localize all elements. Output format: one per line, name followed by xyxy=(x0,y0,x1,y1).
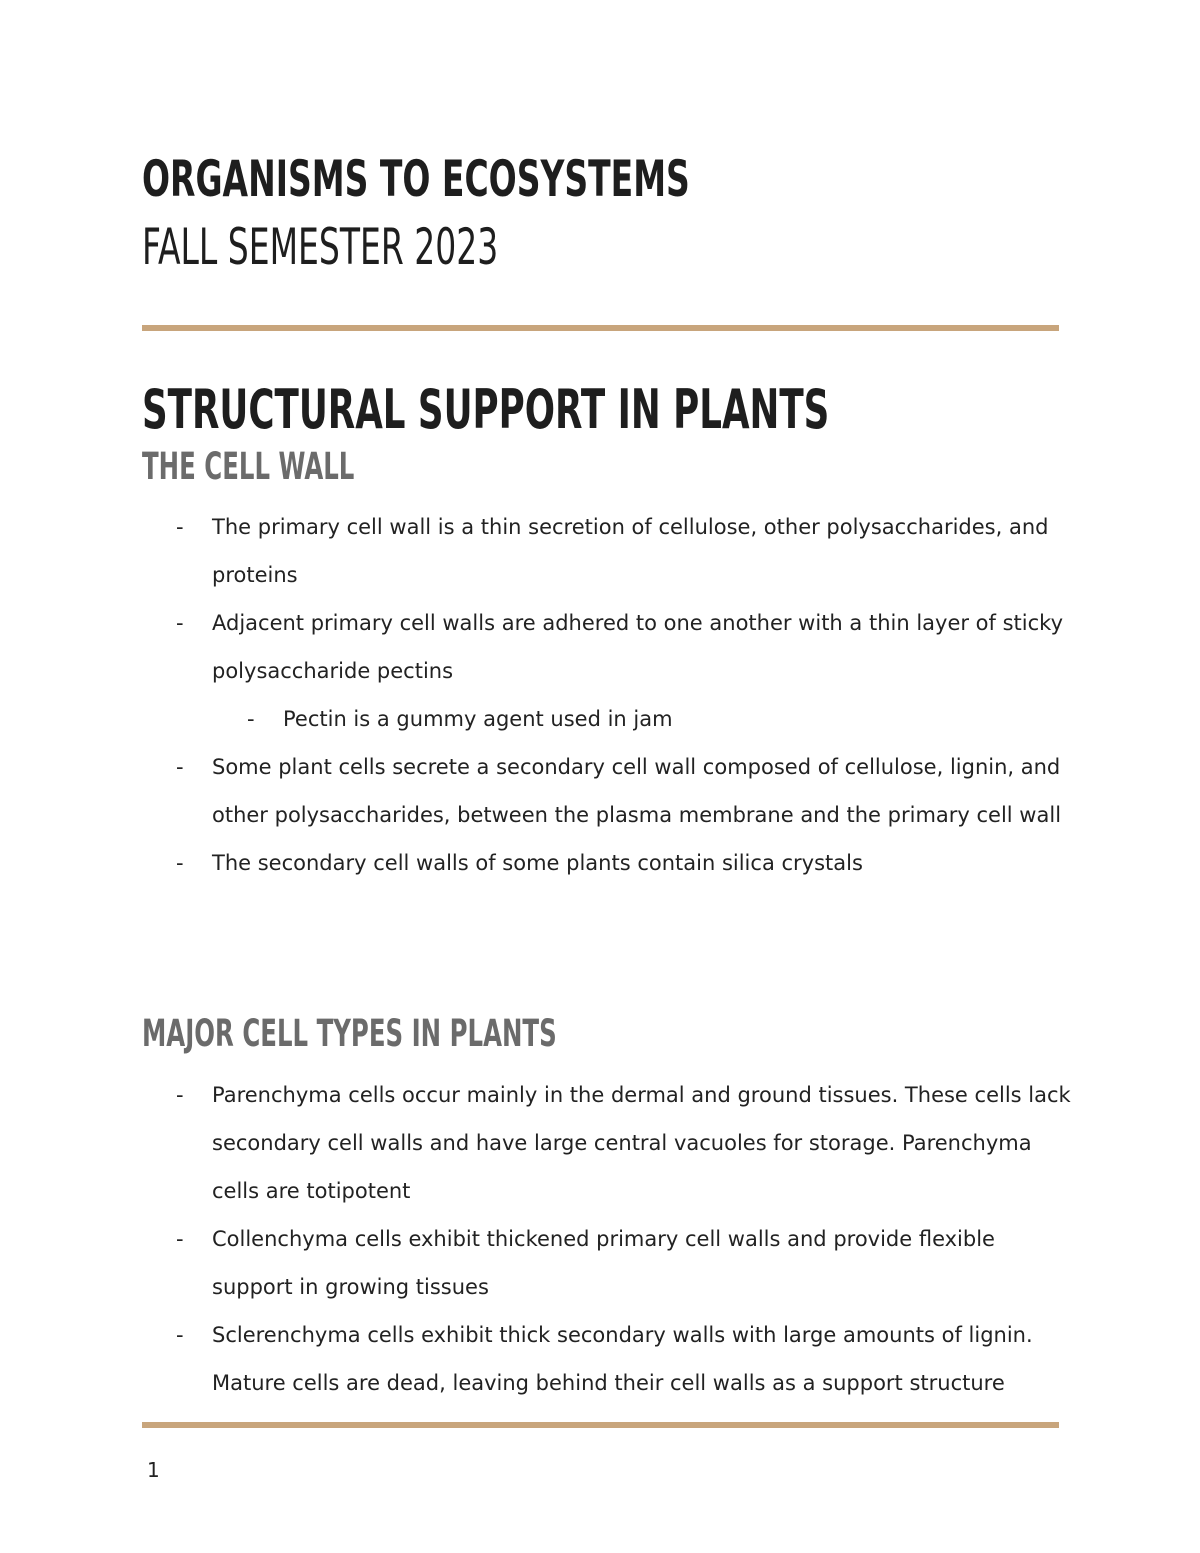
bullet-dash: - xyxy=(176,1227,184,1251)
list-item xyxy=(142,743,1072,839)
section-heading: STRUCTURAL SUPPORT IN PLANTS xyxy=(142,378,830,441)
list-item-text: Parenchyma cells occur mainly in the dermal and ground tissues. These cells lack secondary cell walls and have large central vacuoles for storage. Parenchyma cells are totipotent xyxy=(212,1083,1071,1203)
list-item xyxy=(142,1215,1072,1311)
subsection-heading-cell-types: MAJOR CELL TYPES IN PLANTS xyxy=(142,1012,557,1055)
list-item-nested xyxy=(142,695,1072,743)
list-item xyxy=(142,599,1072,695)
footer-divider xyxy=(142,1422,1059,1428)
bullet-dash: - xyxy=(176,1083,184,1107)
page-number: 1 xyxy=(147,1458,160,1482)
list-item-text: Sclerenchyma cells exhibit thick secondary walls with large amounts of lignin. Mature cells are dead, leaving behind their cell walls as a support structure xyxy=(212,1323,1033,1395)
bullet-dash: - xyxy=(176,851,184,875)
list-item-text: Adjacent primary cell walls are adhered to one another with a thin layer of sticky polysaccharide pectins xyxy=(212,611,1063,683)
cell-types-bullet-list xyxy=(142,1071,1072,1407)
bullet-dash: - xyxy=(176,515,184,539)
list-item-text: The primary cell wall is a thin secretion of cellulose, other polysaccharides, and proteins xyxy=(212,515,1049,587)
bullet-dash: - xyxy=(176,1323,184,1347)
document-subtitle: FALL SEMESTER 2023 xyxy=(142,218,499,276)
list-item-text: Some plant cells secrete a secondary cell wall composed of cellulose, lignin, and other polysaccharides, between the plasma membrane and the primary cell wall xyxy=(212,755,1062,827)
list-item xyxy=(142,1311,1072,1407)
bullet-dash: - xyxy=(247,707,255,731)
list-item-text: The secondary cell walls of some plants contain silica crystals xyxy=(212,851,863,875)
bullet-dash: - xyxy=(176,611,184,635)
list-item xyxy=(142,839,1072,887)
header-divider xyxy=(142,325,1059,331)
subsection-heading-cell-wall: THE CELL WALL xyxy=(142,445,355,488)
list-item-text: Pectin is a gummy agent used in jam xyxy=(283,707,673,731)
bullet-dash: - xyxy=(176,755,184,779)
document-title: ORGANISMS TO ECOSYSTEMS xyxy=(142,150,690,208)
list-item xyxy=(142,503,1072,599)
list-item-text: Collenchyma cells exhibit thickened primary cell walls and provide flexible support in growing tissues xyxy=(212,1227,995,1299)
cell-wall-bullet-list xyxy=(142,503,1072,887)
list-item xyxy=(142,1071,1072,1215)
